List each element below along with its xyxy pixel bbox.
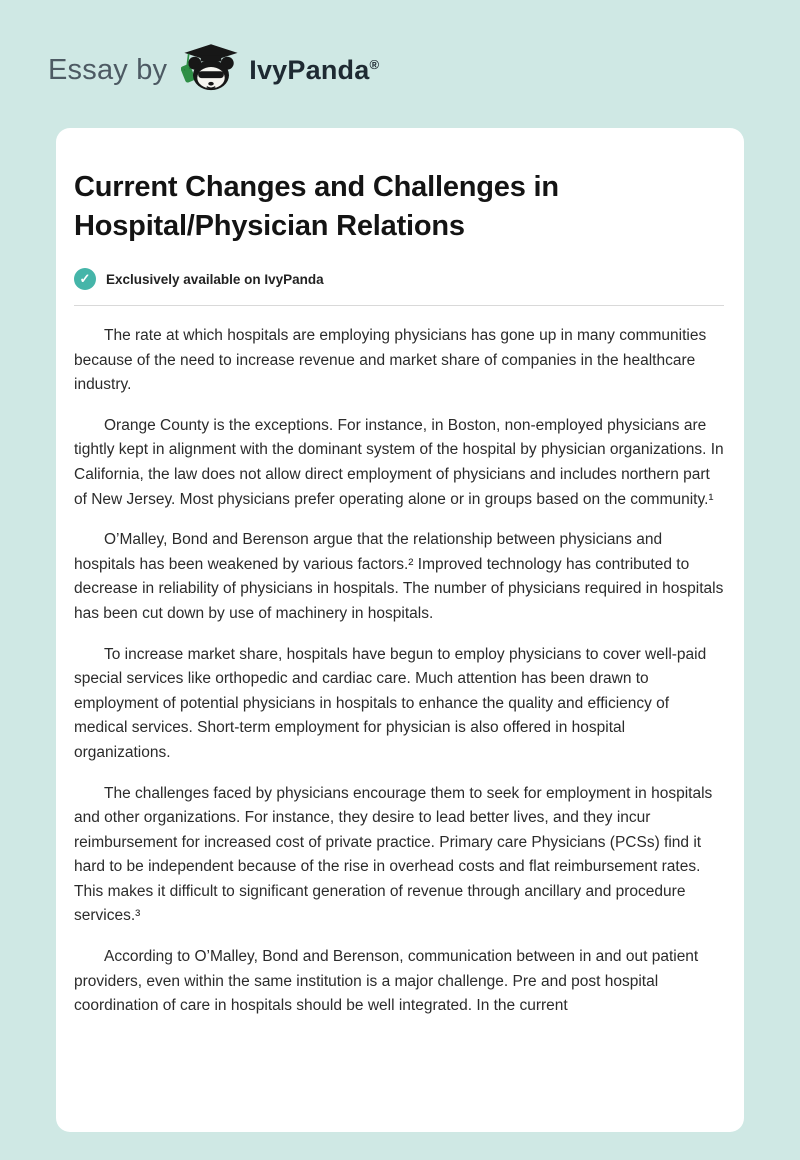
essay-paragraph-6: According to O’Malley, Bond and Berenson, communication between in and out patient providers, even within the same institution is a major challenge. Pre and post hospital coordination of care in hospitals should be well integrated. In the current <box>74 948 699 1015</box>
essay-paragraph-4: To increase market share, hospitals have begun to employ physicians to cover well-paid special services like orthopedic and cardiac care. Much attention has been drawn to employment of potential physicians in hospitals to enhance the quality and efficiency of medical services. Short-term employment for physician is also offered in hospital organizations. <box>74 645 707 761</box>
essay-paragraph-5: The challenges faced by physicians encourage them to seek for employment in hospitals and other organizations. For instance, they desire to lead better lives, and they incur reimbursement for increased cost of private practice. Primary care Physicians (PCSs) find it hard to be independent because of the rise in overhead costs and flat reimbursement rates. This makes it difficult to significant generation of revenue through ancillary and procedure services.³ <box>74 784 713 925</box>
essay-paragraph-2: Orange County is the exceptions. For instance, in Boston, non-employed physicians are tightly kept in alignment with the dominant system of the hospital by physician organizations. In California, the law does not allow direct employment of physicians and includes northern part of New Jersey. Most physicians prefer operating alone or in groups based on the community.¹ <box>74 416 724 508</box>
essay-title: Current Changes and Challenges in Hospital/Physician Relations <box>74 171 559 242</box>
brand-name <box>249 55 379 86</box>
check-icon: ✓ <box>74 268 96 290</box>
site-header <box>0 0 800 102</box>
divider <box>74 305 724 306</box>
essay-by-label: Essay by <box>48 53 168 86</box>
registered-mark: ® <box>369 56 380 72</box>
availability-badge-label: Exclusively available on IvyPanda <box>106 271 324 287</box>
essay-paragraph-1: The rate at which hospitals are employing physicians has gone up in many communities because of the need to increase revenue and market share of companies in the healthcare industry. <box>74 327 707 394</box>
essay-card <box>56 128 744 1132</box>
essay-paragraph-3: O’Malley, Bond and Berenson argue that the relationship between physicians and hospitals has been weakened by various factors.² Improved technology has contributed to decrease in reliability of physicians in hospitals. The number of physicians required in hospitals has been cut down by use of machinery in hospitals. <box>74 531 724 622</box>
brand-name-text: IvyPanda <box>249 54 370 85</box>
ivypanda-logo-icon <box>181 41 241 99</box>
availability-badge <box>74 268 724 290</box>
